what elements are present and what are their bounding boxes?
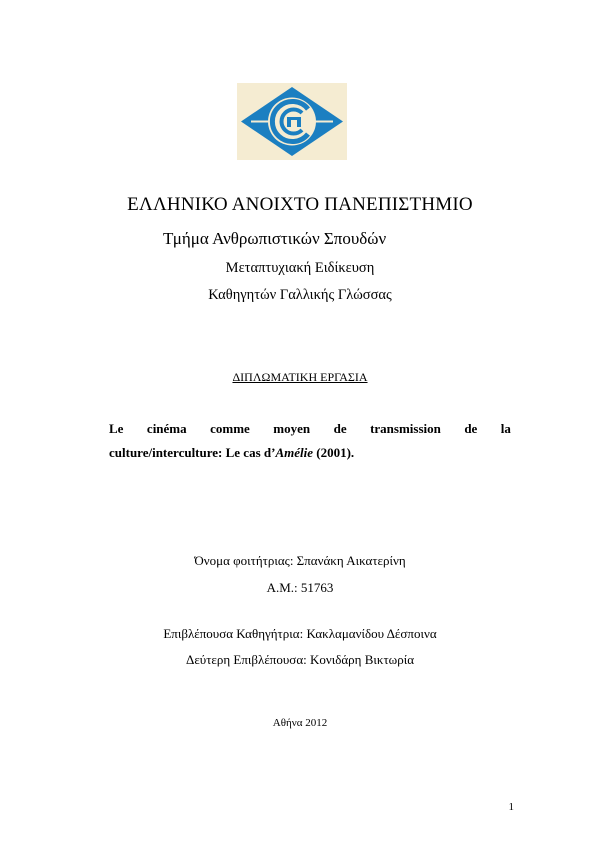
second-supervisor: Δεύτερη Επιβλέπουσα: Κονιδάρη Βικτωρία xyxy=(185,652,415,667)
thesis-label: ΔΙΠΛΩΜΑΤΙΚΗ ΕΡΓΑΣΙΑ xyxy=(232,370,368,384)
title-suffix: (2001). xyxy=(313,445,355,460)
title-word: cinéma xyxy=(146,421,187,436)
title-word: comme xyxy=(210,421,250,436)
title-prefix: culture/interculture: Le cas d’ xyxy=(109,445,276,460)
title-film-name: Amélie xyxy=(275,445,313,460)
university-name: ΕΛΛΗΝΙΚΟ ΑΝΟΙΧΤΟ ΠΑΝΕΠΙΣΤΗΜΙΟ xyxy=(127,194,473,215)
thesis-title-line-2 xyxy=(109,445,354,461)
title-word: transmission xyxy=(370,421,441,436)
specialization-line-1: Μεταπτυχιακή Ειδίκευση xyxy=(225,260,375,276)
department-name: Τμήμα Ανθρωπιστικών Σπουδών xyxy=(163,229,387,248)
title-word: de xyxy=(333,421,347,436)
university-logo-icon xyxy=(237,83,347,160)
student-name: Όνομα φοιτήτριας: Σπανάκη Αικατερίνη xyxy=(194,553,406,568)
place-year: Αθήνα 2012 xyxy=(272,717,328,729)
thesis-title-line-1 xyxy=(109,421,511,437)
title-word: la xyxy=(500,421,511,436)
title-word: moyen xyxy=(273,421,311,436)
page-number: 1 xyxy=(508,801,514,813)
specialization-line-2: Καθηγητών Γαλλικής Γλώσσας xyxy=(208,287,392,303)
title-word: de xyxy=(464,421,478,436)
student-id: Α.Μ.: 51763 xyxy=(266,580,334,595)
supervisor: Επιβλέπουσα Καθηγήτρια: Κακλαμανίδου Δέσποινα xyxy=(163,626,437,641)
title-word: Le xyxy=(109,421,124,436)
